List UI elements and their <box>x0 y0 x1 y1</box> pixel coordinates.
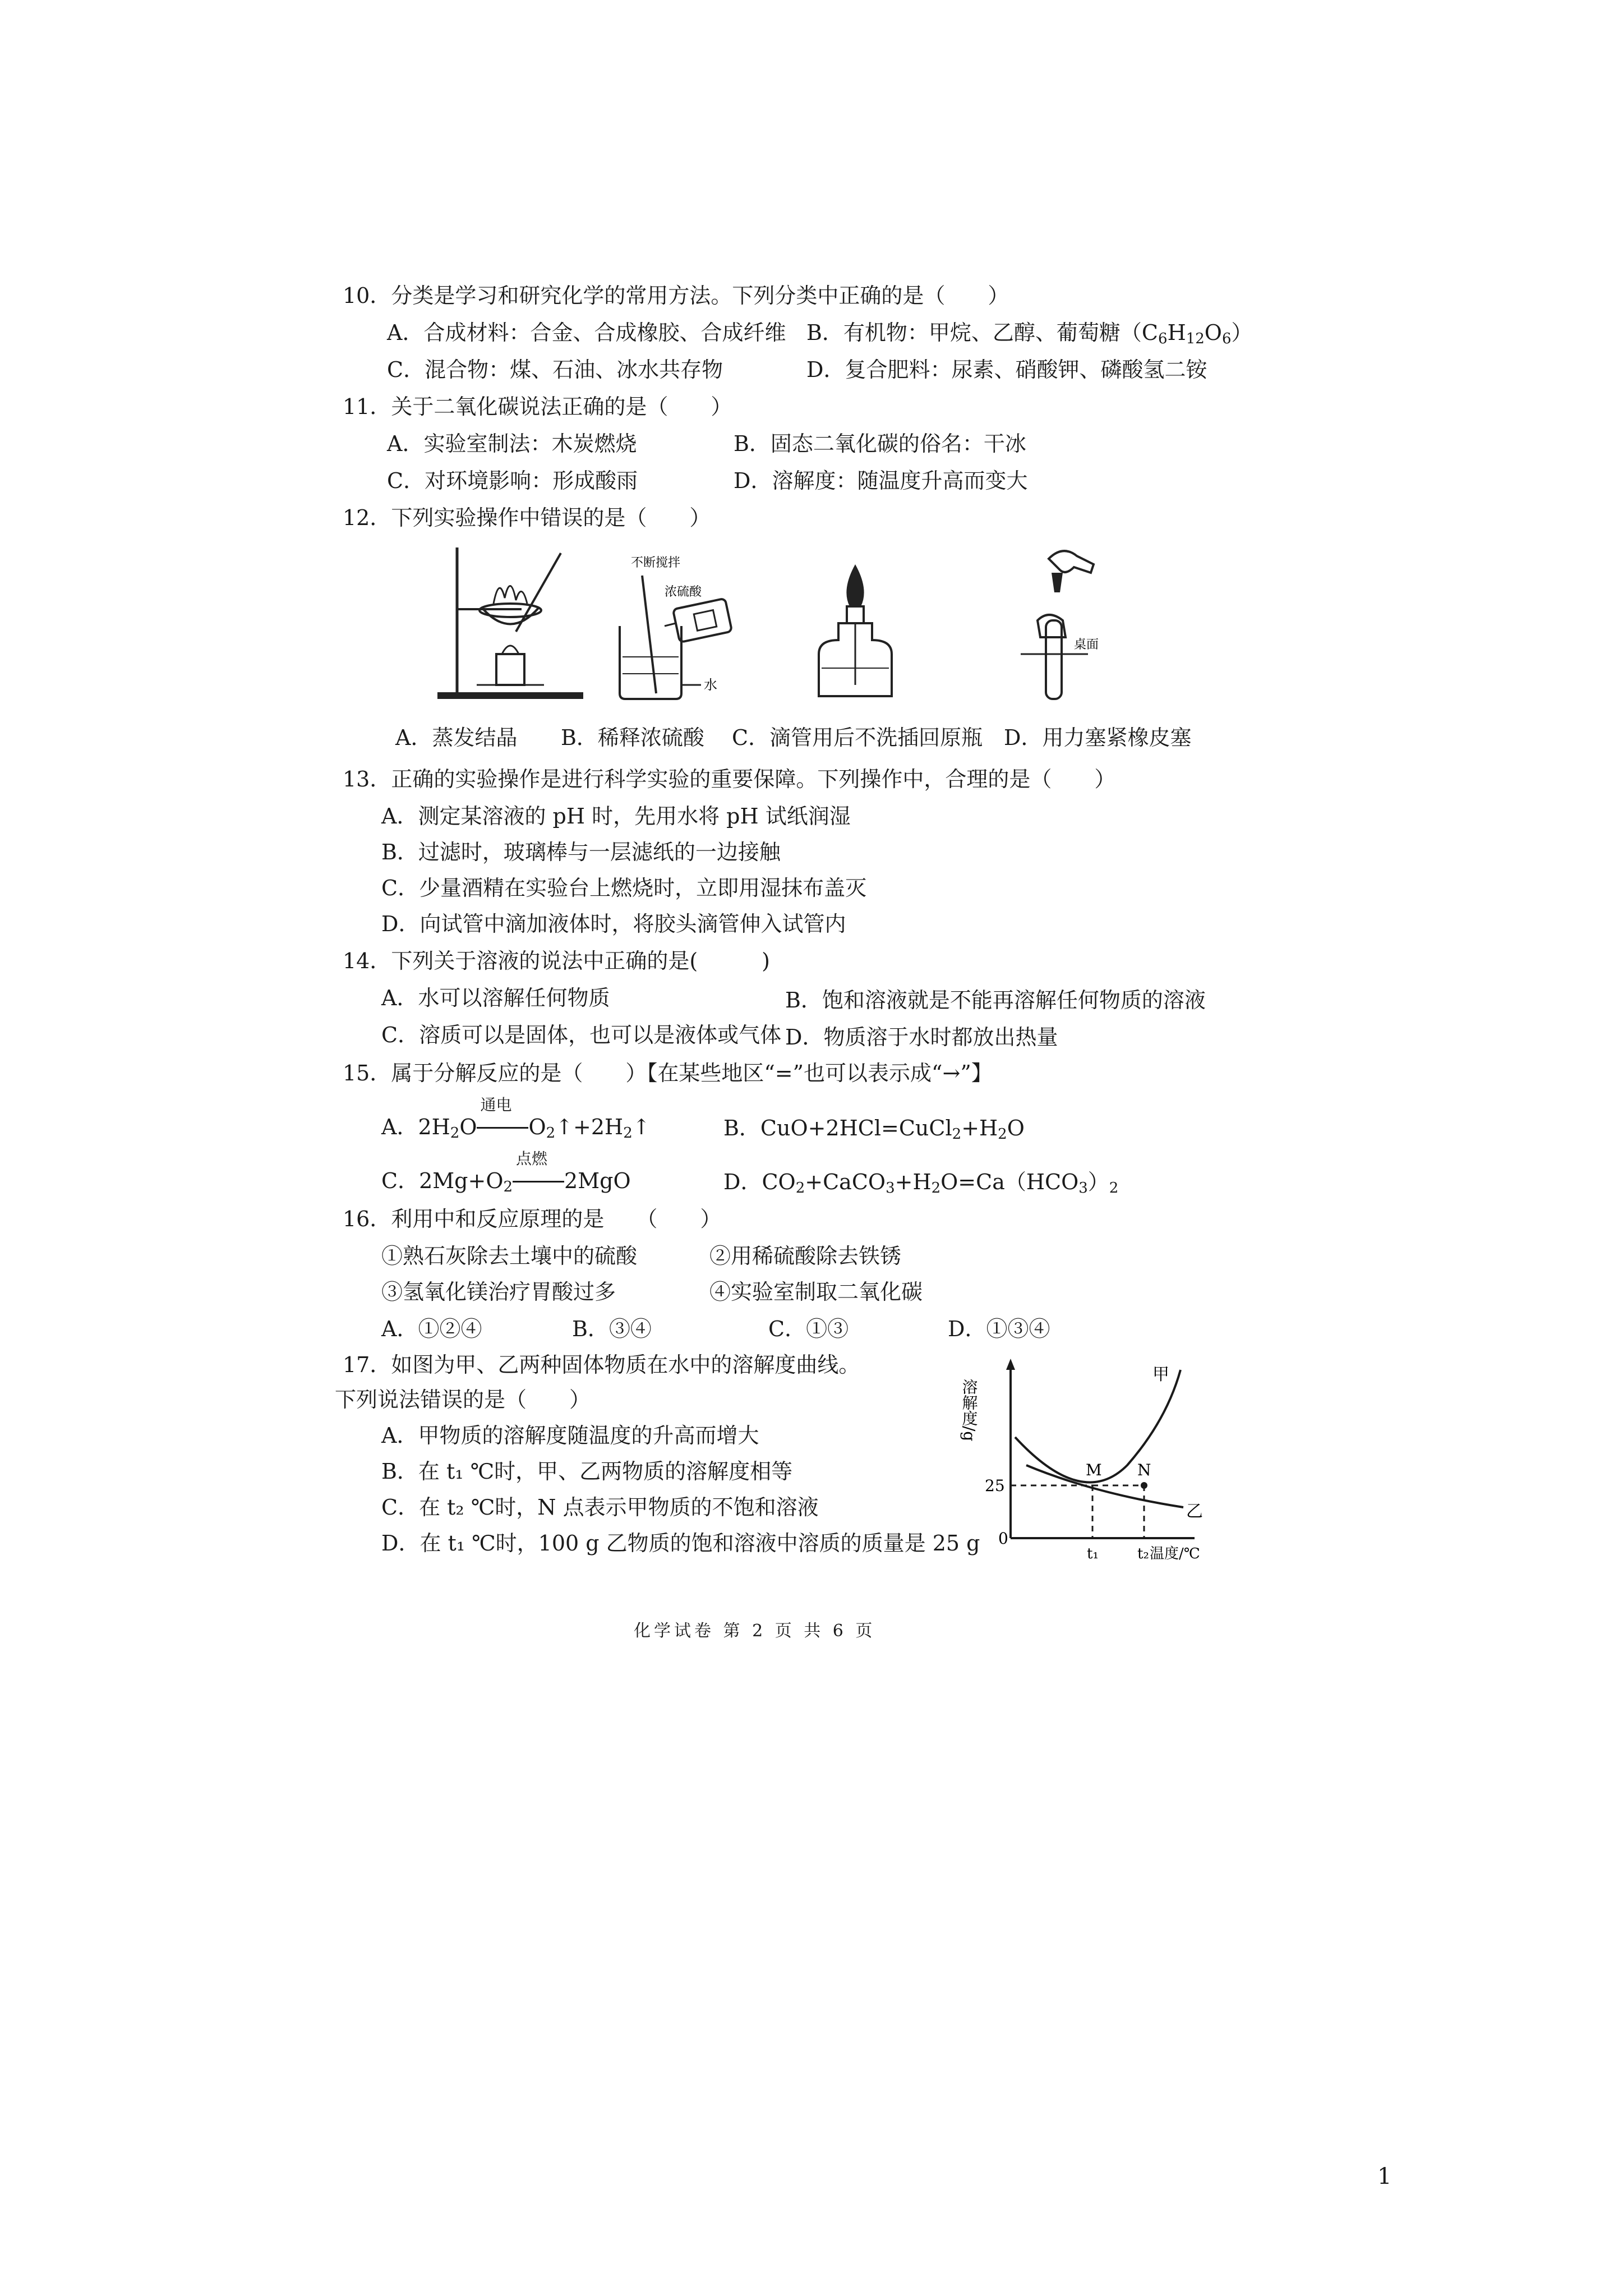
q12-figure-stopper <box>1015 542 1144 705</box>
q12-figure-dropper-bottle <box>799 542 911 705</box>
y-tick-25: 25 <box>985 1476 1005 1495</box>
q15-option-b: B．$CuO+2HCl=CuCl_2+H_2O$ <box>723 1116 1025 1143</box>
q12-option-c: C．滴管用后不洗插回原瓶 <box>732 725 983 750</box>
q12-stem: 12．下列实验操作中错误的是（ ） <box>343 505 711 530</box>
q12-fig-d-label-desk: 桌面 <box>1074 637 1099 651</box>
page-footer: 化学试卷 第 2 页 共 6 页 <box>634 1621 876 1641</box>
q15-option-a: A．$2H_2O$ 通电 $O_2↑+2H_2↑$ <box>381 1096 651 1142</box>
q12-figure-dilute-acid <box>603 542 760 705</box>
q14-option-c: C．溶质可以是固体，也可以是液体或气体 <box>381 1023 782 1047</box>
q14-stem: 14．下列关于溶液的说法中正确的是( ) <box>343 949 771 973</box>
point-n-marker <box>1141 1482 1147 1489</box>
q16-item-2: ②用稀硫酸除去铁锈 <box>709 1244 902 1268</box>
q16-option-c: C．①③ <box>768 1317 849 1341</box>
q12-fig-b-label-water: 水 <box>704 678 717 693</box>
q15-a-condition: 通电 <box>480 1096 512 1114</box>
q14-option-d: D．物质溶于水时都放出热量 <box>785 1025 1058 1050</box>
q16-option-a: A．①②④ <box>381 1317 482 1341</box>
q15-c-condition: 点燃 <box>516 1149 548 1168</box>
q15-option-c: C．$2Mg+O_2$ 点燃 2MgO <box>381 1149 631 1195</box>
solubility-chart <box>959 1353 1206 1566</box>
q12-option-d: D．用力塞紧橡皮塞 <box>1004 725 1192 750</box>
q17-option-a: A．甲物质的溶解度随温度的升高而增大 <box>381 1423 759 1448</box>
q12-fig-b-label-acid: 浓硫酸 <box>665 585 702 599</box>
q16-item-3: ③氢氧化镁治疗胃酸过多 <box>381 1280 616 1304</box>
q10-option-b: B．有机物：甲烷、乙醇、葡萄糖$(C_6H_{12}O_6)$ <box>806 320 1253 347</box>
q14-option-b: B．饱和溶液就是不能再溶解任何物质的溶液 <box>785 988 1206 1013</box>
q16-item-4: ④实验室制取二氧化碳 <box>709 1280 923 1304</box>
q13-stem: 13．正确的实验操作是进行科学实验的重要保障。下列操作中，合理的是（ ） <box>343 767 1116 792</box>
q15-stem: 15．属于分解反应的是（ ）【在某些地区“=”也可以表示成“→”】 <box>343 1061 993 1085</box>
q10-option-d: D．复合肥料：尿素、硝酸钾、磷酸氢二铵 <box>806 357 1207 382</box>
q17-stem-line1: 17．如图为甲、乙两种固体物质在水中的溶解度曲线。 <box>343 1352 860 1377</box>
point-m-label: M <box>1086 1461 1102 1479</box>
q14-option-a: A．水可以溶解任何物质 <box>381 986 610 1010</box>
q16-option-b: B．③④ <box>572 1317 652 1341</box>
q15-option-d: D．$CO_2+CaCO_3+H_2O=Ca(HCO_3)_2$ <box>723 1170 1119 1197</box>
series-jia-label: 甲 <box>1152 1365 1169 1384</box>
series-yi-label: 乙 <box>1186 1502 1203 1521</box>
q10-stem: 10．分类是学习和研究化学的常用方法。下列分类中正确的是（ ） <box>343 283 1009 308</box>
q17-option-c: C．在 t₂ ℃时，N 点表示甲物质的不饱和溶液 <box>381 1495 819 1520</box>
q11-stem: 11．关于二氧化碳说法正确的是（ ） <box>343 394 732 419</box>
x-tick-t2: t₂ <box>1137 1545 1149 1562</box>
q16-stem: 16．利用中和反应原理的是 （ ） <box>343 1207 722 1231</box>
q12-figure-evaporation <box>432 542 589 705</box>
q17-stem-line2: 下列说法错误的是（ ） <box>335 1387 591 1412</box>
q12-fig-b-label-stir: 不断搅拌 <box>631 555 681 569</box>
q13-option-c: C．少量酒精在实验台上燃烧时，立即用湿抹布盖灭 <box>381 876 867 900</box>
page-number: 1 <box>1377 2164 1392 2189</box>
q11-option-c: C．对环境影响：形成酸雨 <box>387 468 638 493</box>
q17-option-d: D．在 t₁ ℃时，100 g 乙物质的饱和溶液中溶质的质量是 25 g <box>381 1531 980 1556</box>
q17-option-b: B．在 t₁ ℃时，甲、乙两物质的溶解度相等 <box>381 1459 793 1484</box>
y-axis-label: 溶解度/g <box>960 1379 979 1442</box>
q13-option-d: D．向试管中滴加液体时，将胶头滴管伸入试管内 <box>381 912 846 936</box>
q13-option-a: A．测定某溶液的 pH 时，先用水将 pH 试纸润湿 <box>381 804 851 829</box>
point-n-label: N <box>1137 1461 1151 1479</box>
q11-option-a: A．实验室制法：木炭燃烧 <box>387 431 637 456</box>
q16-item-1: ①熟石灰除去土壤中的硫酸 <box>381 1244 638 1268</box>
q11-option-d: D．溶解度：随温度升高而变大 <box>734 468 1028 493</box>
q11-option-b: B．固态二氧化碳的俗名：干冰 <box>734 431 1026 456</box>
q12-option-b: B．稀释浓硫酸 <box>561 725 704 750</box>
q10-option-a: A．合成材料：合金、合成橡胶、合成纤维 <box>387 320 786 345</box>
x-tick-t1: t₁ <box>1087 1545 1099 1562</box>
y-tick-0: 0 <box>998 1529 1008 1548</box>
y-axis-arrow <box>1006 1359 1015 1370</box>
q12-option-a: A．蒸发结晶 <box>395 725 518 750</box>
q10-option-c: C．混合物：煤、石油、冰水共存物 <box>387 357 723 382</box>
x-axis-label: 温度/℃ <box>1150 1545 1200 1562</box>
q16-option-d: D．①③④ <box>948 1317 1050 1341</box>
q13-option-b: B．过滤时，玻璃棒与一层滤纸的一边接触 <box>381 840 781 864</box>
